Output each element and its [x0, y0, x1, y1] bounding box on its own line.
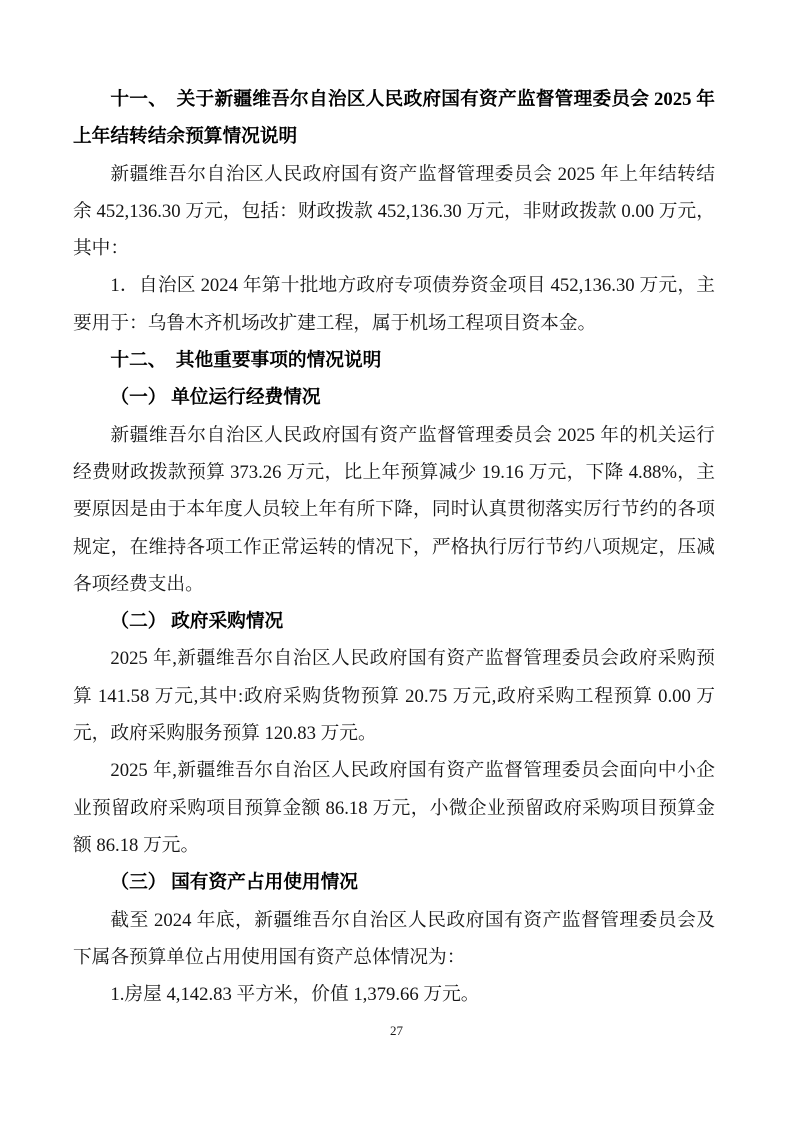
- section-heading-11-carryover-budget: 十一、 关于新疆维吾尔自治区人民政府国有资产监督管理委员会 2025 年上年结转结余预算情况说明: [73, 89, 715, 148]
- para-sme-procurement-reserve: 2025 年,新疆维吾尔自治区人民政府国有资产监督管理委员会面向中小企业预留政府采购项目预算金额 86.18 万元，小微企业预留政府采购项目预算金额 86.18 万元。: [73, 760, 715, 856]
- para-carryover-summary: 新疆维吾尔自治区人民政府国有资产监督管理委员会 2025 年上年结转结余 452,136.30 万元，包括：财政拨款 452,136.30 万元，非财政拨款 0.00 万元，其中：: [73, 163, 715, 260]
- para-assets-overview: 截至 2024 年底，新疆维吾尔自治区人民政府国有资产监督管理委员会及下属各预算单位占用使用国有资产总体情况为：: [73, 909, 715, 968]
- section-heading-12-other-matters: 十二、 其他重要事项的情况说明: [110, 350, 382, 372]
- para-special-bond-project: 1．自治区 2024 年第十批地方政府专项债券资金项目 452,136.30 万元，主要用于：乌鲁木齐机场改扩建工程，属于机场工程项目资本金。: [73, 275, 715, 334]
- subheading-state-assets-usage: （三） 国有资产占用使用情况: [110, 872, 358, 894]
- para-operating-expenses-detail: 新疆维吾尔自治区人民政府国有资产监督管理委员会 2025 年的机关运行经费财政拨款预算 373.26 万元，比上年预算减少 19.16 万元，下降 4.88%，主要原因是由于本年度人员较上年有所下降，同时认真贯彻落实厉行节约的各项规定，在维持各项工作正常运转的情况下，严格执行厉行节约八项规定，压减各项经费支出。: [73, 424, 715, 595]
- subheading-unit-operating-expenses: （一） 单位运行经费情况: [110, 387, 321, 409]
- page-number: 27: [390, 1023, 403, 1038]
- document-body: [73, 81, 715, 1013]
- para-housing-assets-value: 1.房屋 4,142.83 平方米，价值 1,379.66 万元。: [110, 984, 480, 1006]
- subheading-government-procurement: （二） 政府采购情况: [110, 611, 284, 633]
- para-procurement-budget-detail: 2025 年,新疆维吾尔自治区人民政府国有资产监督管理委员会政府采购预算 141.58 万元,其中:政府采购货物预算 20.75 万元,政府采购工程预算 0.00 万元，政府采购服务预算 120.83 万元。: [73, 648, 715, 745]
